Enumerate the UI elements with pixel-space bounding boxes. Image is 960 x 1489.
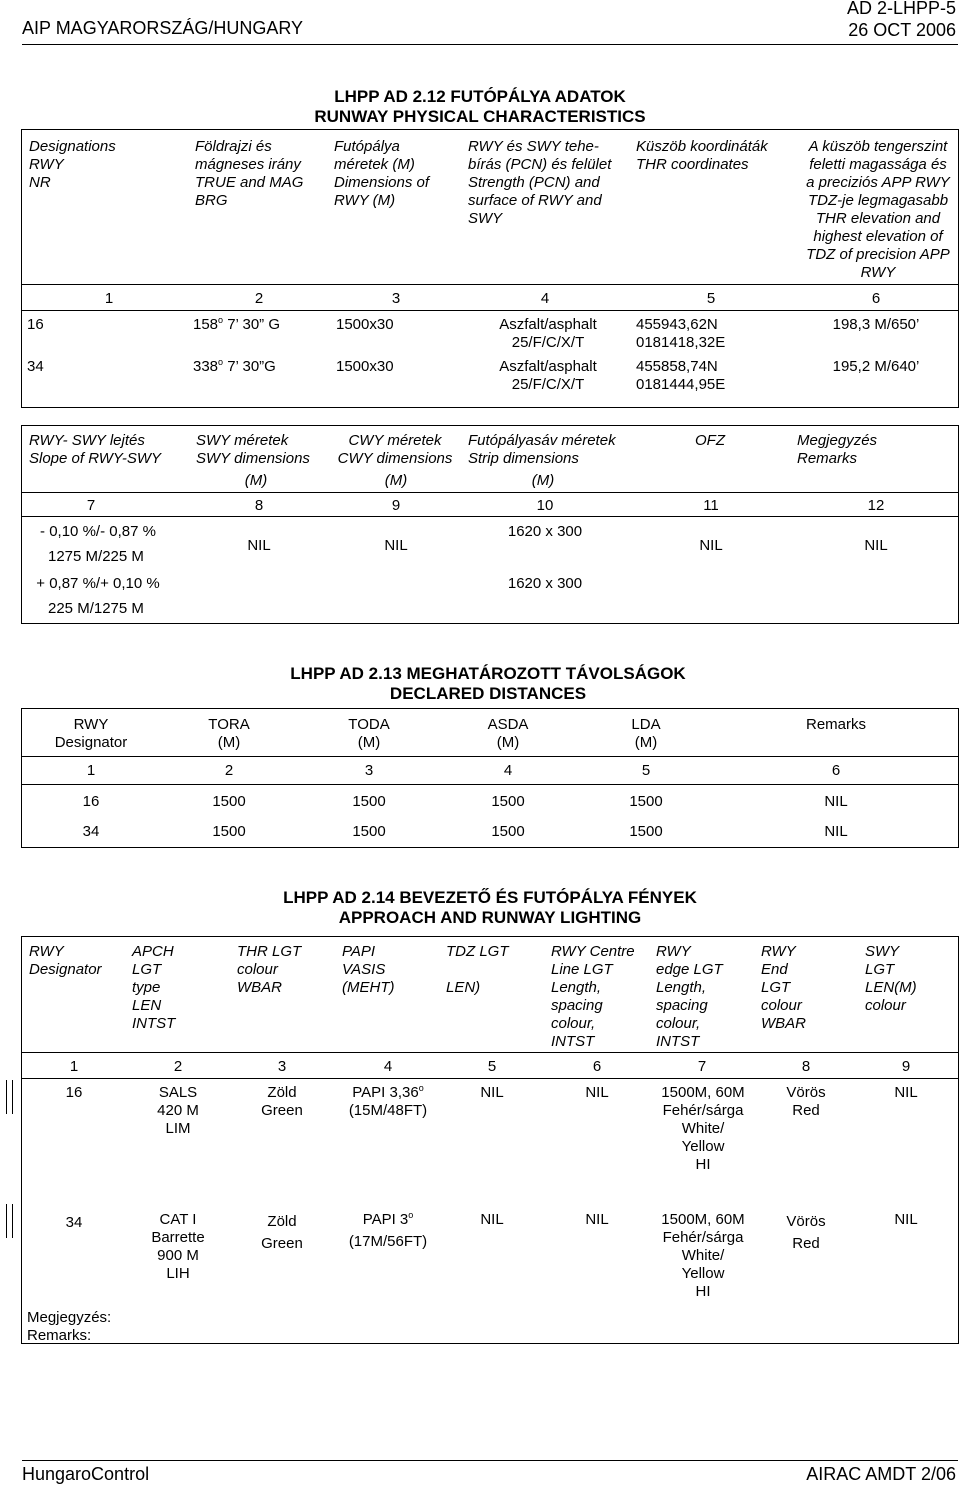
page-header-doc-id: AD 2-LHPP-5 bbox=[846, 0, 956, 18]
lgt-34-thr: Zöld Green bbox=[261, 1213, 303, 1252]
section-212-title-hu: LHPP AD 2.12 FUTÓPÁLYA ADATOK bbox=[334, 87, 626, 106]
lgt-col-num-2: 2 bbox=[173, 1058, 183, 1075]
hdr-ofz: OFZ bbox=[695, 432, 725, 449]
table-rule bbox=[21, 310, 959, 311]
lgt-34-papi-angle: PAPI 3 bbox=[362, 1211, 409, 1228]
col-num-9: 9 bbox=[391, 497, 401, 514]
change-bar bbox=[12, 1204, 13, 1238]
rwy-34-elevation: 195,2 M/640’ bbox=[832, 358, 920, 375]
hdr-slope: RWY- SWY lejtés Slope of RWY-SWY bbox=[29, 432, 161, 467]
dd-34-tora: 1500 bbox=[212, 823, 246, 840]
hdr-bearing: Földrajzi és mágneses irány TRUE and MAG BRG bbox=[195, 138, 304, 209]
lgt-hdr-thr: THR LGT colour WBAR bbox=[237, 943, 302, 996]
slope-34-distances: 225 M/1275 M bbox=[48, 600, 144, 617]
rwy-16-elevation: 198,3 M/650’ bbox=[832, 316, 920, 333]
lighting-remarks: Megjegyzés: Remarks: bbox=[27, 1309, 112, 1344]
rwy-16-designator: 16 bbox=[27, 316, 44, 333]
hdr-remarks: Megjegyzés Remarks bbox=[797, 432, 878, 467]
rwy-16-bearing-deg: 158 bbox=[193, 316, 219, 333]
rwy-34-dimensions: 1500x30 bbox=[336, 358, 394, 375]
dd-col-num-6: 6 bbox=[831, 762, 841, 779]
slope-16: - 0,10 %/- 0,87 % bbox=[40, 523, 156, 540]
dd-16-designator: 16 bbox=[82, 793, 100, 810]
col-num-1: 1 bbox=[104, 290, 114, 307]
col-num-10: 10 bbox=[536, 497, 554, 514]
dd-34-designator: 34 bbox=[82, 823, 100, 840]
dd-hdr-tora: TORA (M) bbox=[208, 716, 250, 751]
dd-16-remarks: NIL bbox=[824, 793, 848, 810]
col-num-2: 2 bbox=[254, 290, 264, 307]
lgt-34-papi bbox=[338, 1211, 438, 1228]
col-num-3: 3 bbox=[391, 290, 401, 307]
rwy-34-designator: 34 bbox=[27, 358, 44, 375]
hdr-designations: Designations RWY NR bbox=[29, 138, 116, 191]
degree-sign: o bbox=[218, 357, 224, 367]
section-213-title bbox=[250, 664, 726, 704]
section-212-title bbox=[250, 87, 710, 127]
dd-34-toda: 1500 bbox=[352, 823, 386, 840]
lgt-16-edge: 1500M, 60M Fehér/sárga White/ Yellow HI bbox=[661, 1084, 745, 1173]
lgt-16-papi-angle: PAPI 3,36 bbox=[352, 1084, 419, 1101]
table-rule bbox=[21, 784, 959, 785]
dd-col-num-5: 5 bbox=[641, 762, 651, 779]
page-header-date: 26 OCT 2006 bbox=[848, 20, 956, 40]
lgt-hdr-tdz: TDZ LGT LEN) bbox=[446, 943, 509, 996]
slope-34: + 0,87 %/+ 0,10 % bbox=[36, 575, 160, 592]
dd-16-asda: 1500 bbox=[491, 793, 525, 810]
hdr-swy-dim: SWY méretek SWY dimensions bbox=[196, 432, 310, 467]
footer-rule bbox=[22, 1460, 958, 1461]
table-rule bbox=[21, 516, 959, 517]
dd-16-toda: 1500 bbox=[352, 793, 386, 810]
dd-hdr-remarks: Remarks bbox=[805, 716, 866, 733]
lgt-col-num-9: 9 bbox=[901, 1058, 911, 1075]
rwy-16-bearing bbox=[193, 316, 280, 333]
lgt-34-apch: CAT I Barrette 900 M LIH bbox=[151, 1211, 205, 1282]
rwy-16-surface: Aszfalt/asphalt 25/F/C/X/T bbox=[499, 316, 597, 351]
unit-cwy: (M) bbox=[384, 472, 408, 489]
col-num-12: 12 bbox=[867, 497, 885, 514]
lgt-hdr-centreline: RWY Centre Line LGT Length, spacing colour, INTST bbox=[551, 943, 635, 1050]
dd-34-remarks: NIL bbox=[824, 823, 848, 840]
dd-col-num-2: 2 bbox=[224, 762, 234, 779]
hdr-cwy-dim: CWY méretek CWY dimensions bbox=[337, 432, 453, 467]
lgt-col-num-7: 7 bbox=[697, 1058, 707, 1075]
unit-strip: (M) bbox=[531, 472, 555, 489]
lgt-34-centreline: NIL bbox=[585, 1211, 609, 1228]
slope-16-distances: 1275 M/225 M bbox=[48, 548, 144, 565]
lgt-hdr-apch: APCH LGT type LEN INTST bbox=[132, 943, 176, 1032]
section-213-title-en: DECLARED DISTANCES bbox=[389, 684, 587, 703]
col-num-8: 8 bbox=[254, 497, 264, 514]
lgt-col-num-8: 8 bbox=[801, 1058, 811, 1075]
col-num-7: 7 bbox=[86, 497, 96, 514]
col-num-5: 5 bbox=[706, 290, 716, 307]
lgt-hdr-edge: RWY edge LGT Length, spacing colour, INTST bbox=[656, 943, 723, 1050]
dd-16-lda: 1500 bbox=[629, 793, 663, 810]
lgt-16-centreline: NIL bbox=[585, 1084, 609, 1101]
rwy-34-bearing-min: 7’ 30”G bbox=[223, 358, 276, 375]
lgt-col-num-1: 1 bbox=[69, 1058, 79, 1075]
page-header-left: AIP MAGYARORSZÁG/HUNGARY bbox=[22, 18, 304, 38]
lgt-34-tdz: NIL bbox=[480, 1211, 504, 1228]
lgt-16-designator: 16 bbox=[65, 1084, 83, 1101]
change-bar bbox=[6, 1080, 7, 1114]
degree-sign: o bbox=[418, 1083, 424, 1093]
rwy-34-bearing bbox=[193, 358, 276, 375]
rwy-16-dimensions: 1500x30 bbox=[336, 316, 394, 333]
section-212-title-en: RUNWAY PHYSICAL CHARACTERISTICS bbox=[314, 107, 646, 126]
dd-34-asda: 1500 bbox=[491, 823, 525, 840]
dd-34-lda: 1500 bbox=[629, 823, 663, 840]
hdr-dimensions: Futópálya méretek (M) Dimensions of RWY (M) bbox=[334, 138, 430, 209]
lgt-34-papi-meht: (17M/56FT) bbox=[348, 1233, 428, 1250]
col-num-11: 11 bbox=[703, 497, 719, 514]
hdr-thr-coordinates: Küszöb koordináták THR coordinates bbox=[636, 138, 768, 173]
dd-hdr-lda: LDA (M) bbox=[631, 716, 661, 751]
dd-hdr-toda: TODA (M) bbox=[348, 716, 390, 751]
table-rule bbox=[21, 492, 959, 493]
hdr-thr-elevation: A küszöb tengerszint feletti magassága és a preciziós APP RWY TDZ-je legmagasabb THR elevation and highest elevation of TDZ of precision APP RWY bbox=[806, 138, 950, 281]
lgt-16-end: Vörös Red bbox=[786, 1084, 826, 1119]
table-rule bbox=[21, 284, 959, 285]
degree-sign: o bbox=[408, 1210, 414, 1220]
col-num-6: 6 bbox=[871, 290, 881, 307]
change-bar bbox=[12, 1080, 13, 1114]
lgt-col-num-6: 6 bbox=[592, 1058, 602, 1075]
strip-16-value: 1620 x 300 bbox=[507, 523, 583, 540]
lgt-hdr-swy: SWY LGT LEN(M) colour bbox=[865, 943, 917, 1014]
dd-hdr-asda: ASDA (M) bbox=[487, 716, 529, 751]
lgt-16-swy: NIL bbox=[894, 1084, 918, 1101]
rwy-16-coordinates: 455943,62N 0181418,32E bbox=[636, 316, 726, 351]
lgt-16-apch: SALS 420 M LIM bbox=[157, 1084, 199, 1137]
lgt-hdr-end: RWY End LGT colour WBAR bbox=[761, 943, 806, 1032]
section-213-title-hu: LHPP AD 2.13 MEGHATÁROZOTT TÁVOLSÁGOK bbox=[290, 664, 686, 683]
section-214-title-hu: LHPP AD 2.14 BEVEZETŐ ÉS FUTÓPÁLYA FÉNYEK bbox=[283, 888, 697, 907]
footer-right: AIRAC AMDT 2/06 bbox=[806, 1464, 956, 1484]
degree-sign: o bbox=[218, 315, 224, 325]
dd-col-num-1: 1 bbox=[86, 762, 96, 779]
remarks-value: NIL bbox=[864, 537, 888, 554]
lgt-34-swy: NIL bbox=[894, 1211, 918, 1228]
strip-34-value: 1620 x 300 bbox=[507, 575, 583, 592]
col-num-4: 4 bbox=[540, 290, 550, 307]
table-rule bbox=[21, 1052, 959, 1053]
lgt-col-num-3: 3 bbox=[277, 1058, 287, 1075]
ofz-value: NIL bbox=[699, 537, 723, 554]
lgt-hdr-papi: PAPI VASIS (MEHT) bbox=[342, 943, 395, 996]
lgt-hdr-designator: RWY Designator bbox=[29, 943, 102, 978]
lgt-34-end: Vörös Red bbox=[786, 1213, 826, 1252]
rwy-34-coordinates: 455858,74N 0181444,95E bbox=[636, 358, 726, 393]
cwy-dimensions-value: NIL bbox=[384, 537, 408, 554]
change-bar bbox=[6, 1204, 7, 1238]
lgt-col-num-4: 4 bbox=[383, 1058, 393, 1075]
section-214-title bbox=[240, 888, 740, 928]
dd-hdr-designator: RWY Designator bbox=[54, 716, 128, 751]
lgt-16-papi-meht: (15M/48FT) bbox=[348, 1102, 428, 1119]
header-rule bbox=[22, 44, 958, 45]
table-rule bbox=[21, 756, 959, 757]
dd-16-tora: 1500 bbox=[212, 793, 246, 810]
hdr-strip-dim: Futópályasáv méretek Strip dimensions bbox=[468, 432, 616, 467]
rwy-34-bearing-deg: 338 bbox=[193, 358, 219, 375]
hdr-strength-surface: RWY és SWY tehe- bírás (PCN) és felület Strength (PCN) and surface of RWY and SWY bbox=[468, 138, 612, 227]
lgt-16-tdz: NIL bbox=[480, 1084, 504, 1101]
rwy-34-surface: Aszfalt/asphalt 25/F/C/X/T bbox=[499, 358, 597, 393]
rwy-16-bearing-min: 7’ 30” G bbox=[223, 316, 281, 333]
lgt-16-thr: Zöld Green bbox=[261, 1084, 303, 1119]
lgt-34-designator: 34 bbox=[65, 1214, 83, 1231]
footer-left: HungaroControl bbox=[22, 1464, 150, 1484]
lgt-col-num-5: 5 bbox=[487, 1058, 497, 1075]
unit-swy: (M) bbox=[244, 472, 268, 489]
dd-col-num-4: 4 bbox=[503, 762, 513, 779]
dd-col-num-3: 3 bbox=[364, 762, 374, 779]
table-rule bbox=[21, 1078, 959, 1079]
lgt-34-edge: 1500M, 60M Fehér/sárga White/ Yellow HI bbox=[661, 1211, 745, 1300]
section-214-title-en: APPROACH AND RUNWAY LIGHTING bbox=[338, 908, 642, 927]
swy-dimensions-value: NIL bbox=[247, 537, 271, 554]
lgt-16-papi bbox=[338, 1084, 438, 1101]
